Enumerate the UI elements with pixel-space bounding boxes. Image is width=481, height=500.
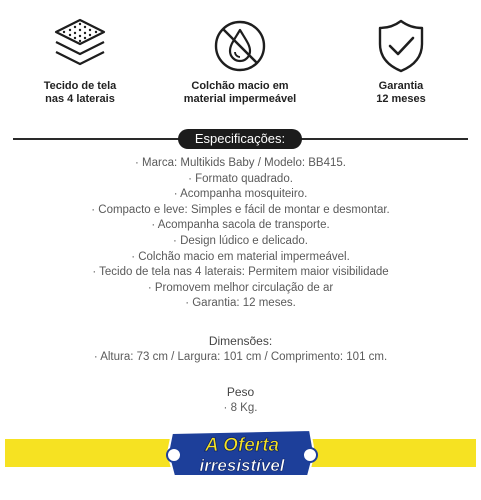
hand-left-icon xyxy=(167,448,181,462)
spec-item: · Formato quadrado. xyxy=(188,172,293,185)
spec-item: · Marca: Multikids Baby / Modelo: BB415. xyxy=(135,157,346,169)
logo-line1: A Oferta xyxy=(204,435,280,456)
feature-label-line2: 12 meses xyxy=(376,93,426,105)
features-row xyxy=(0,18,481,118)
mesh-fabric-layers-icon xyxy=(50,18,110,74)
specs-title: Especificações: xyxy=(178,129,302,149)
spec-item: · Compacto e leve: Simples e fácil de montar e desmontar. xyxy=(91,203,390,216)
hand-right-icon xyxy=(303,448,317,462)
feature-waterproof-mattress xyxy=(160,18,320,106)
feature-label-line1: Colchão macio em xyxy=(191,80,289,92)
feature-label-line1: Garantia xyxy=(378,80,424,92)
weight-value: · 8 Kg. xyxy=(223,402,258,414)
spec-item: · Tecido de tela nas 4 laterais: Permitem maior visibilidade xyxy=(92,266,389,279)
feature-mesh-fabric xyxy=(0,18,160,106)
feature-warranty xyxy=(321,18,481,106)
feature-label-line2: material impermeável xyxy=(183,93,297,105)
offer-logo xyxy=(164,427,320,479)
spec-item: · Promovem melhor circulação de ar xyxy=(147,281,334,294)
spec-item: · Acompanha mosquiteiro. xyxy=(173,188,308,201)
shield-check-icon xyxy=(371,18,431,74)
feature-label-line2: nas 4 laterais xyxy=(45,93,115,105)
spec-item: · Colchão macio em material impermeável. xyxy=(131,250,350,263)
logo-line2: irresistível xyxy=(199,456,285,475)
no-water-drop-icon xyxy=(210,18,270,74)
dimensions-title: Dimensões: xyxy=(208,334,273,348)
spec-item: · Design lúdico e delicado. xyxy=(173,234,308,247)
feature-label-line1: Tecido de tela xyxy=(43,80,117,92)
weight-title: Peso xyxy=(226,385,255,399)
specs-list xyxy=(0,156,481,312)
spec-item: · Garantia: 12 meses. xyxy=(185,297,296,310)
dimensions-value: · Altura: 73 cm / Largura: 101 cm / Comprimento: 101 cm. xyxy=(93,351,388,363)
spec-item: · Acompanha sacola de transporte. xyxy=(151,219,330,232)
